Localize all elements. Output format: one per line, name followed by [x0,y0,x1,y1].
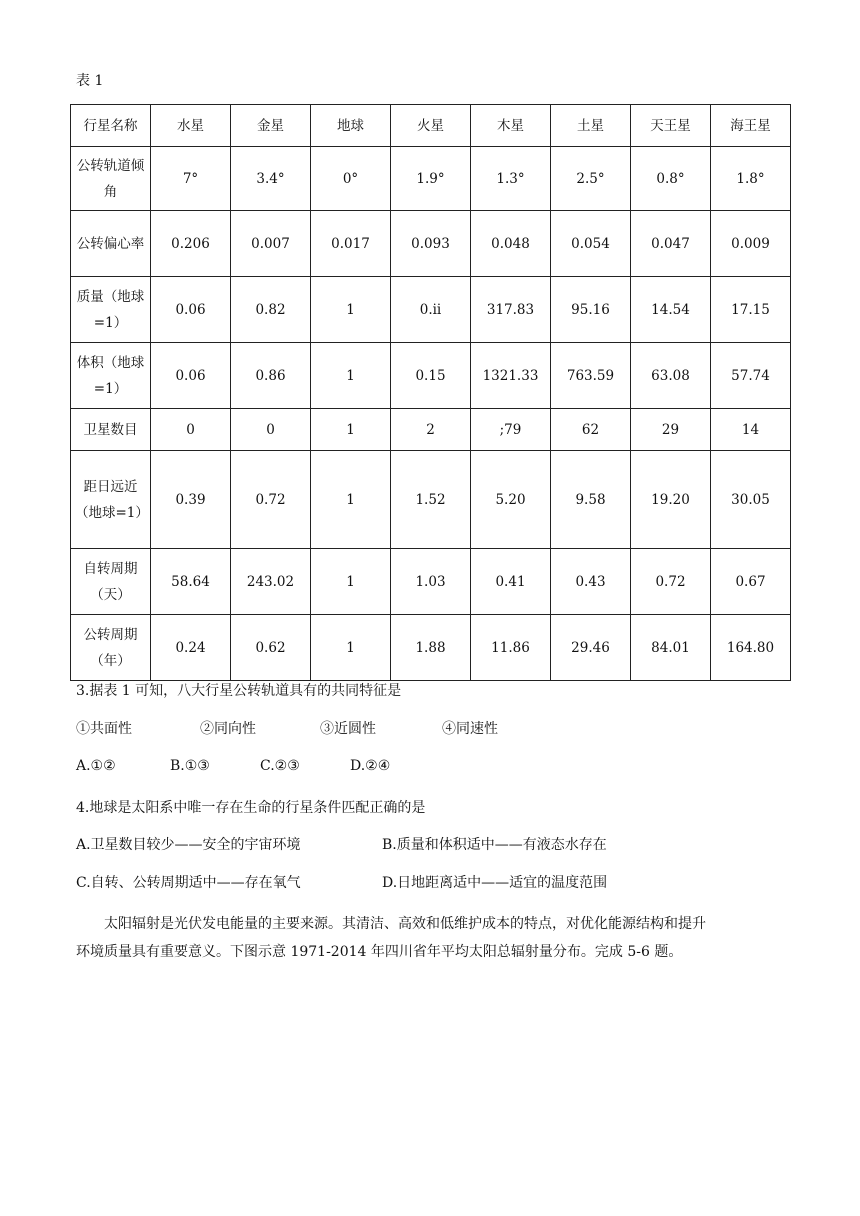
header-cell: 金星 [231,105,311,147]
table-cell: 29 [631,409,711,451]
table-cell: 1.03 [391,549,471,615]
table-cell: 0.72 [231,451,311,549]
table-cell: 19.20 [631,451,711,549]
header-cell: 海王星 [711,105,791,147]
table-cell: 0.06 [151,343,231,409]
table-row [71,549,791,615]
table-cell: 5.20 [471,451,551,549]
table-row [71,147,791,211]
table-cell: 1 [311,409,391,451]
header-cell: 行星名称 [71,105,151,147]
q3-item: ②同向性 [200,721,256,737]
table-cell: 29.46 [551,615,631,681]
table-cell: 17.15 [711,277,791,343]
table-row [71,343,791,409]
q3-item: ①共面性 [76,721,132,737]
planet-table [70,104,791,681]
table-cell: ;79 [471,409,551,451]
q4-choice-b: B.质量和体积适中——有液态水存在 [382,837,607,853]
table-cell: 763.59 [551,343,631,409]
table-cell: 0 [151,409,231,451]
question-3-stem: 3.据表 1 可知，八大行星公转轨道具有的共同特征是 [76,683,402,699]
header-cell: 火星 [391,105,471,147]
table-cell: 0.009 [711,211,791,277]
q3-choice-d: D.②④ [350,758,391,774]
header-cell: 木星 [471,105,551,147]
header-cell: 水星 [151,105,231,147]
row-label: 公转周期（年） [71,615,151,681]
table-cell: 1321.33 [471,343,551,409]
table-cell: 0.06 [151,277,231,343]
table-cell: 14 [711,409,791,451]
table-cell: 2.5° [551,147,631,211]
table-cell: 1.8° [711,147,791,211]
table-cell: 1 [311,343,391,409]
table-cell: 0.67 [711,549,791,615]
row-label: 公转轨道倾角 [71,147,151,211]
table-cell: 0.048 [471,211,551,277]
table-cell: 1.3° [471,147,551,211]
header-cell: 土星 [551,105,631,147]
table-cell: 0.39 [151,451,231,549]
row-label: 体积（地球=1） [71,343,151,409]
q3-item: ④同速性 [442,721,498,737]
row-label: 卫星数目 [71,409,151,451]
table-cell: 84.01 [631,615,711,681]
table-cell: 0.72 [631,549,711,615]
table-cell: 1 [311,277,391,343]
row-label: 公转偏心率 [71,211,151,277]
passage: 太阳辐射是光伏发电能量的主要来源。其清洁、高效和低维护成本的特点，对优化能源结构和提升环境质量具有重要意义。下图示意 1971-2014 年四川省年平均太阳总辐射量分布。完成 5-6 题。 [76,916,706,960]
table-cell: 0.007 [231,211,311,277]
table-row [71,451,791,549]
q4-choice-d: D.日地距离适中——适宜的温度范围 [382,875,608,891]
row-label: 自转周期（天） [71,549,151,615]
table-cell: 164.80 [711,615,791,681]
table-cell: 0.41 [471,549,551,615]
header-cell: 天王星 [631,105,711,147]
table-cell: 3.4° [231,147,311,211]
table-cell: 63.08 [631,343,711,409]
table-caption: 表 1 [76,73,104,89]
q3-item: ③近圆性 [320,721,376,737]
q4-choice-a: A.卫星数目较少——安全的宇宙环境 [76,837,301,853]
table-cell: 0.24 [151,615,231,681]
table-cell: 0.43 [551,549,631,615]
table-cell: 243.02 [231,549,311,615]
table-cell: 1.9° [391,147,471,211]
table-cell: 1 [311,451,391,549]
table-cell: 30.05 [711,451,791,549]
table-cell: 11.86 [471,615,551,681]
table-cell: 0.86 [231,343,311,409]
table-cell: 62 [551,409,631,451]
table-cell: 1.88 [391,615,471,681]
table-cell: 317.83 [471,277,551,343]
question-4-stem: 4.地球是太阳系中唯一存在生命的行星条件匹配正确的是 [76,800,426,816]
header-cell: 地球 [311,105,391,147]
q3-choice-a: A.①② [76,758,116,774]
table-cell: 2 [391,409,471,451]
table-cell: 95.16 [551,277,631,343]
q3-choice-c: C.②③ [260,758,300,774]
table-cell: 1 [311,615,391,681]
table-cell: 1 [311,549,391,615]
table-cell: 0.ii [391,277,471,343]
table-cell: 0.093 [391,211,471,277]
table-cell: 0.206 [151,211,231,277]
table-cell: 0.82 [231,277,311,343]
table-cell: 9.58 [551,451,631,549]
row-label: 质量（地球=1） [71,277,151,343]
table-cell: 0° [311,147,391,211]
q3-choice-b: B.①③ [170,758,210,774]
table-cell: 0 [231,409,311,451]
row-label: 距日远近（地球=1） [71,451,151,549]
table-cell: 0.017 [311,211,391,277]
table-cell: 0.62 [231,615,311,681]
table-cell: 7° [151,147,231,211]
table-row [71,277,791,343]
table-cell: 0.047 [631,211,711,277]
table-row [71,409,791,451]
table-cell: 0.8° [631,147,711,211]
table-row [71,615,791,681]
q4-choice-c: C.自转、公转周期适中——存在氧气 [76,875,301,891]
table-cell: 14.54 [631,277,711,343]
table-cell: 58.64 [151,549,231,615]
table-header-row [71,105,791,147]
table-cell: 1.52 [391,451,471,549]
table-cell: 0.15 [391,343,471,409]
table-cell: 57.74 [711,343,791,409]
table-cell: 0.054 [551,211,631,277]
table-row [71,211,791,277]
